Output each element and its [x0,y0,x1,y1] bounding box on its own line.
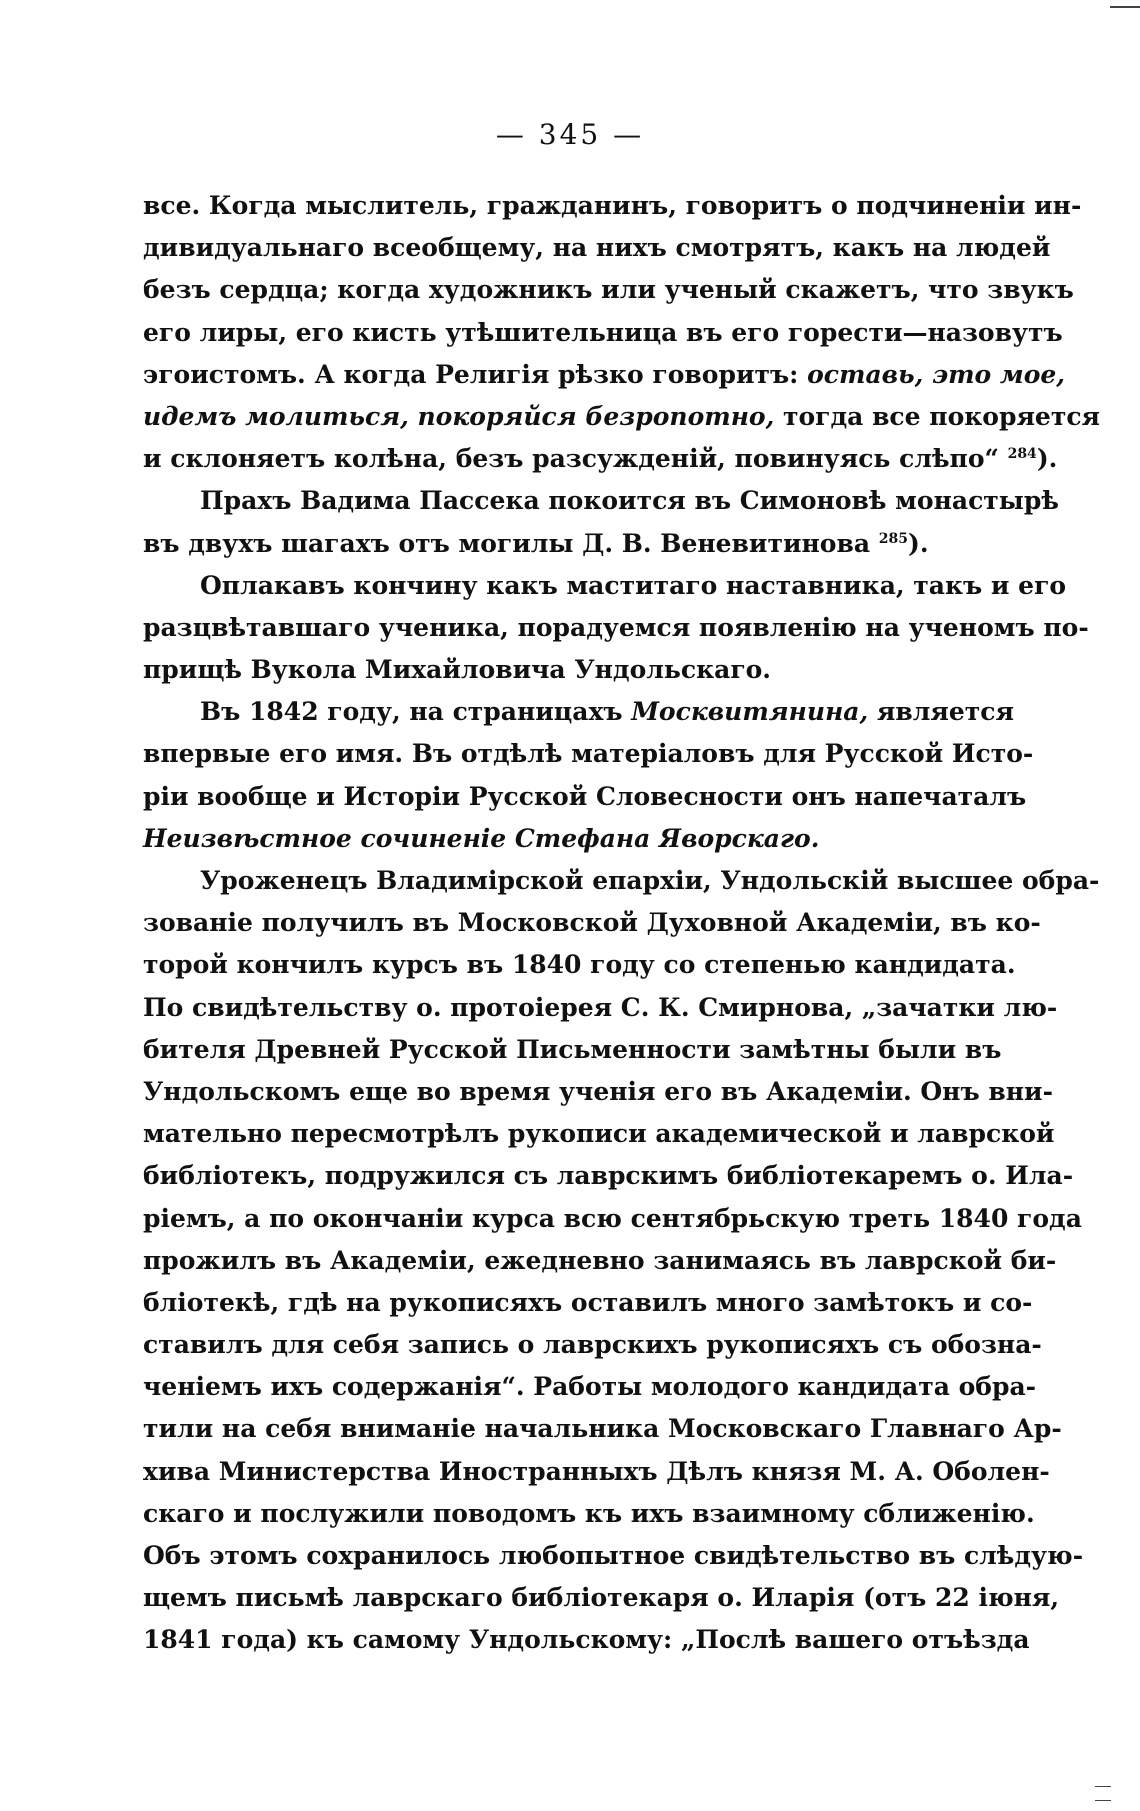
text-line: 1841 года) къ самому Ундольскому: „Послѣ вашего отъѣзда [143,1625,1030,1655]
text-line [143,691,1014,733]
text-line: тили на себя вниманіе начальника Московскаго Главнаго Ар- [143,1414,1062,1444]
text-line: прожилъ въ Академіи, ежедневно занимаясь въ лаврской би- [143,1245,1057,1275]
text-line: зованіе получилъ въ Московской Духовной Академіи, въ ко- [143,908,1041,938]
text-run: ). [907,528,929,558]
text-line: бителя Древней Русской Письменности замѣтны были въ [143,1034,1002,1064]
text-run: эгоистомъ. А когда Религія рѣзко говоритъ: [143,359,808,389]
text-line [143,354,1065,396]
text-run: является [868,697,1014,727]
text-line: Ундольскомъ еще во время ученія его въ Академіи. Онъ вни- [143,1076,1053,1106]
text-line: торой кончилъ курсъ въ 1840 году со степенью кандидата. [143,950,1016,980]
italic-quote: оставь, это мое, [807,359,1065,389]
text-line: дивидуальнаго всеобщему, на нихъ смотрятъ, какъ на людей [143,233,1051,263]
footnote-ref: 285 [878,530,908,547]
text-run: въ двухъ шагахъ отъ могилы Д. В. Веневитинова [143,528,879,558]
text-line: хива Министерства Иностранныхъ Дѣлъ князя М. А. Оболен- [143,1456,1050,1486]
body-text [143,185,1101,1662]
text-line: разцвѣтавшаго ученика, порадуемся появленію на ученомъ по- [143,612,1089,642]
text-line [143,438,1058,480]
text-line: скаго и послужили поводомъ къ ихъ взаимному сближенію. [143,1498,1035,1528]
corner-mark-bottom-2 [1095,1800,1111,1801]
text-line: ріемъ, а по окончаніи курса всю сентябрьскую треть 1840 года [143,1203,1082,1233]
text-run: тогда все покоряется [774,401,1101,431]
italic-quote: идемъ молиться, покоряйся безропотно, [143,401,775,431]
corner-mark-bottom-1 [1095,1786,1111,1787]
text-line: щемъ письмѣ лаврскаго библіотекаря о. Иларія (отъ 22 іюня, [143,1583,1060,1613]
text-line: Оплакавъ кончину какъ маститаго наставника, такъ и его [200,570,1067,600]
text-line: бліотекѣ, гдѣ на рукописяхъ оставилъ много замѣтокъ и со- [143,1287,1033,1317]
corner-mark-top [1110,6,1140,8]
text-line: Прахъ Вадима Пассека покоится въ Симоновѣ монастырѣ [200,486,1059,516]
text-line: ченіемъ ихъ содержанія“. Работы молодого кандидата обра- [143,1372,1037,1402]
page-number: — 345 — [495,118,645,151]
text-line: библіотекъ, подружился съ лаврскимъ библіотекаремъ о. Ила- [143,1161,1074,1191]
italic-title: Москвитянина, [631,697,869,727]
text-line: его лиры, его кисть утѣшительница въ его горести—назовутъ [143,317,1063,347]
footnote-ref: 284 [1007,446,1037,463]
text-line: ріи вообще и Исторіи Русской Словесности онъ напечаталъ [143,781,1027,811]
text-line: Уроженецъ Владимірской епархіи, Ундольскій высшее обра- [200,866,1100,895]
text-run: и склоняетъ колѣна, безъ разсужденій, повинуясь слѣпо“ [143,444,1008,474]
text-run: ). [1036,444,1058,474]
text-line: По свидѣтельству о. протоіерея С. К. Смирнова, „зачатки лю- [143,992,1058,1022]
text-line [143,396,1101,438]
text-line: прищѣ Вукола Михайловича Ундольскаго. [143,655,772,685]
text-line [143,523,992,565]
text-line: впервые его имя. Въ отдѣлѣ матеріаловъ для Русской Исто- [143,739,1034,769]
text-line: безъ сердца; когда художникъ или ученый скажетъ, что звукъ [143,275,1074,305]
text-line-italic: Неизвѣстное сочиненіе Стефана Яворскаго. [143,823,820,853]
text-line: мательно пересмотрѣлъ рукописи академической и лаврской [143,1119,1055,1149]
text-run: Въ 1842 году, на страницахъ [200,697,632,727]
text-line: все. Когда мыслитель, гражданинъ, говоритъ о подчиненіи ин- [143,191,1082,220]
text-line: ставилъ для себя запись о лаврскихъ рукописяхъ съ обозна- [143,1330,1042,1360]
text-line: Объ этомъ сохранилось любопытное свидѣтельство въ слѣдую- [143,1541,1084,1570]
